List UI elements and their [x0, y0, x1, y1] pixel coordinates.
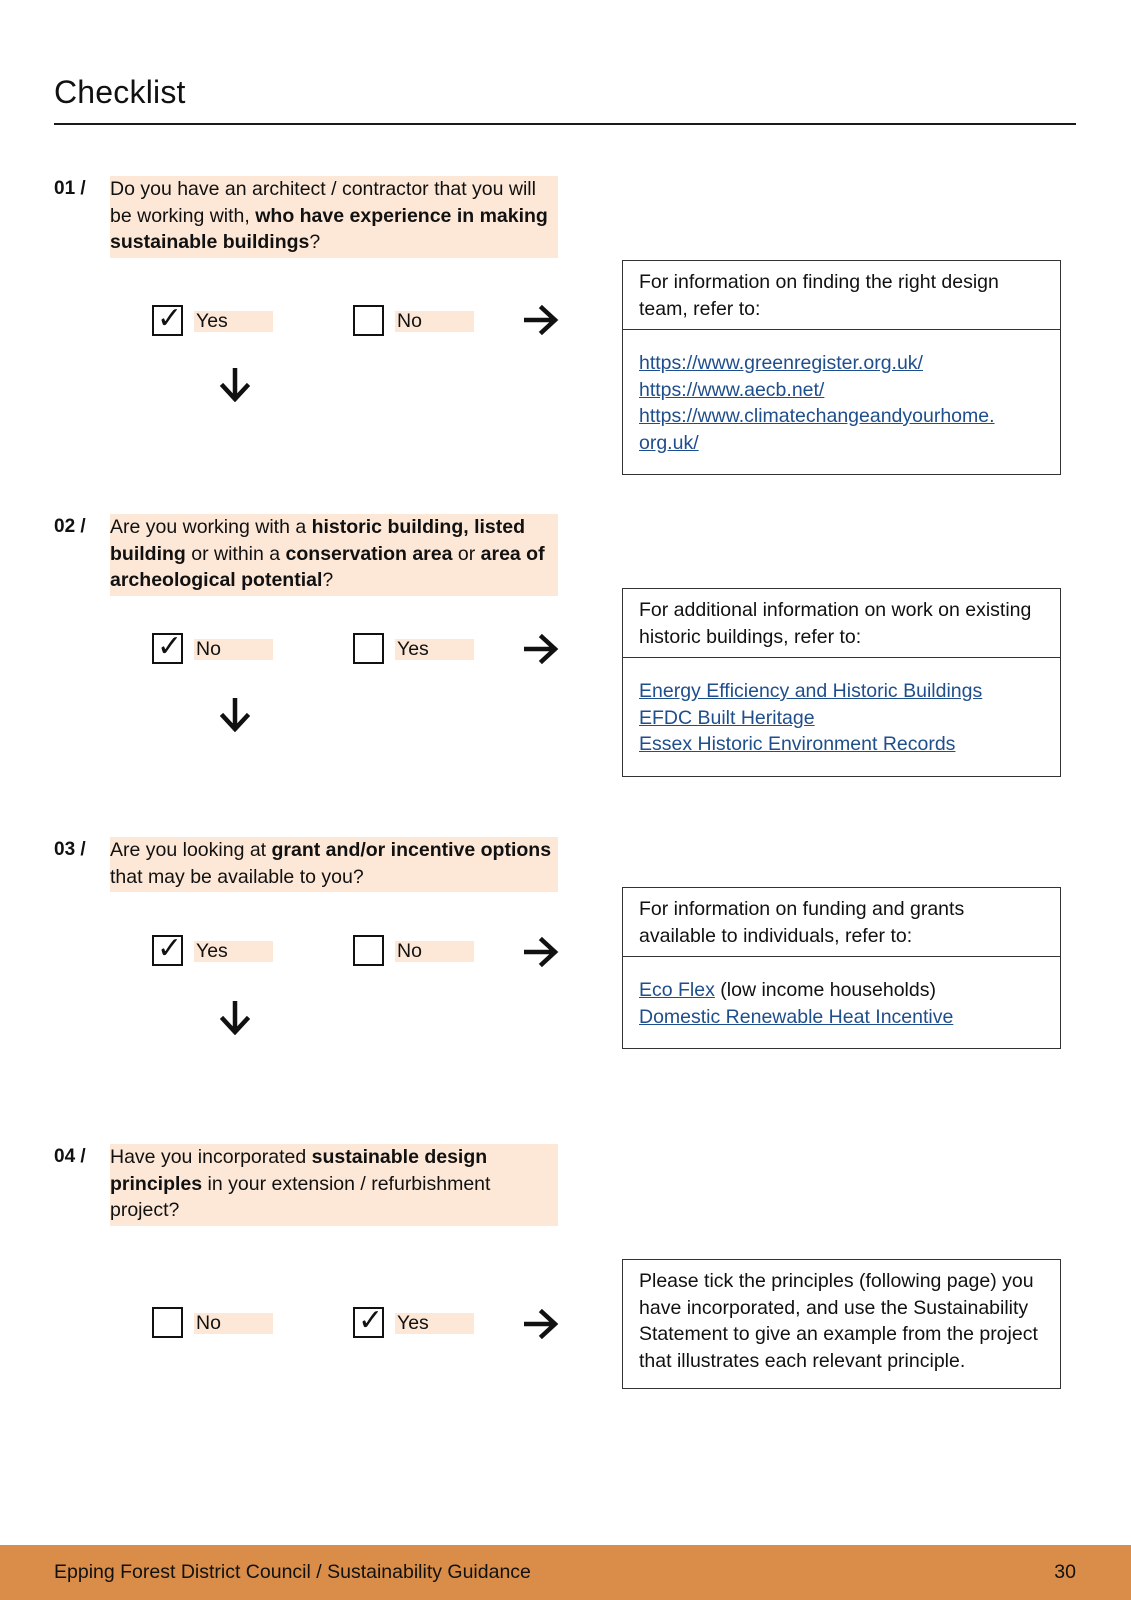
check-mark-icon: ✓ — [358, 1303, 384, 1338]
checkbox-yes[interactable] — [152, 931, 183, 966]
link-aecb[interactable]: https://www.aecb.net/ — [639, 378, 825, 401]
arrow-right-icon — [524, 305, 560, 335]
arrow-down-icon — [220, 698, 250, 732]
question-text: Are you looking at grant and/or incentive options that may be available to you? — [110, 837, 558, 892]
checkbox-yes[interactable] — [152, 301, 183, 336]
option-label: Yes — [395, 1313, 474, 1334]
arrow-right-icon — [524, 1309, 560, 1339]
question-number: 04 / — [54, 1146, 86, 1167]
info-box-historic-buildings — [622, 588, 1061, 777]
option-yes[interactable] — [353, 1303, 478, 1339]
page-title: Checklist — [54, 74, 186, 110]
info-box-principles — [622, 1259, 1061, 1389]
arrow-down-icon — [220, 368, 250, 402]
option-no[interactable] — [152, 1307, 277, 1339]
checkbox-no[interactable] — [152, 1307, 183, 1338]
option-yes[interactable] — [152, 931, 277, 967]
info-text: Please tick the principles (following page) you have incorporated, and use the Sustainability Statement to give an example from the project that illustrates each relevant principle. — [639, 1270, 1038, 1372]
option-no[interactable] — [353, 305, 478, 337]
info-links — [623, 658, 1060, 776]
arrow-down-icon — [220, 1001, 250, 1035]
question-text: Do you have an architect / contractor that you will be working with, who have experience in making sustainable buildings? — [110, 176, 558, 258]
arrow-right-icon — [524, 937, 560, 967]
info-box-funding-grants — [622, 887, 1061, 1049]
checkbox-no[interactable] — [353, 935, 384, 966]
check-mark-icon: ✓ — [157, 629, 183, 664]
link-efdc-built-heritage[interactable]: EFDC Built Heritage — [639, 706, 815, 729]
footer-band — [0, 1545, 1131, 1600]
info-links — [623, 957, 1060, 1048]
option-label: Yes — [194, 311, 273, 332]
option-label: Yes — [395, 639, 474, 660]
check-mark-icon: ✓ — [157, 931, 183, 966]
link-domestic-renewable-heat-incentive[interactable]: Domestic Renewable Heat Incentive — [639, 1005, 954, 1028]
link-greenregister[interactable]: https://www.greenregister.org.uk/ — [639, 352, 923, 374]
option-label: No — [395, 311, 474, 332]
link-climatechangeandyourhome[interactable]: https://www.climatechangeandyourhome. — [639, 405, 995, 427]
check-mark-icon: ✓ — [157, 301, 183, 336]
eco-flex-line: Eco Flex (low income households) — [639, 979, 936, 1001]
option-label: No — [194, 1313, 273, 1334]
option-yes[interactable] — [152, 301, 277, 337]
info-heading: For information on funding and grants available to individuals, refer to: — [623, 888, 1060, 957]
link-energy-efficiency-historic-buildings[interactable]: Energy Efficiency and Historic Buildings — [639, 680, 983, 702]
link-climatechangeandyourhome-cont[interactable]: org.uk/ — [639, 431, 699, 454]
link-essex-historic-environment-records[interactable]: Essex Historic Environment Records — [639, 733, 956, 755]
question-text: Have you incorporated sustainable design principles in your extension / refurbishment project? — [110, 1144, 558, 1226]
option-label: Yes — [194, 941, 273, 962]
checkbox-no[interactable] — [152, 629, 183, 664]
question-number: 02 / — [54, 516, 86, 537]
checkbox-yes[interactable] — [353, 1303, 384, 1338]
option-no[interactable] — [152, 629, 277, 665]
option-label: No — [395, 941, 474, 962]
option-yes[interactable] — [353, 633, 478, 665]
info-links — [623, 330, 1060, 474]
checkbox-no[interactable] — [353, 305, 384, 336]
info-box-design-team — [622, 260, 1061, 475]
footer-publisher: Epping Forest District Council / Sustainability Guidance — [54, 1561, 531, 1583]
page-number: 30 — [1054, 1561, 1076, 1583]
arrow-right-icon — [524, 634, 560, 664]
question-number: 01 / — [54, 178, 86, 199]
info-heading: For information on finding the right design team, refer to: — [623, 261, 1060, 330]
info-heading: For additional information on work on existing historic buildings, refer to: — [623, 589, 1060, 658]
option-label: No — [194, 639, 273, 660]
question-number: 03 / — [54, 839, 86, 860]
question-text: Are you working with a historic building, listed building or within a conservation area or area of archeological potential? — [110, 514, 558, 596]
option-no[interactable] — [353, 935, 478, 967]
link-eco-flex[interactable]: Eco Flex — [639, 979, 715, 1001]
title-divider — [54, 123, 1076, 125]
checkbox-yes[interactable] — [353, 633, 384, 664]
